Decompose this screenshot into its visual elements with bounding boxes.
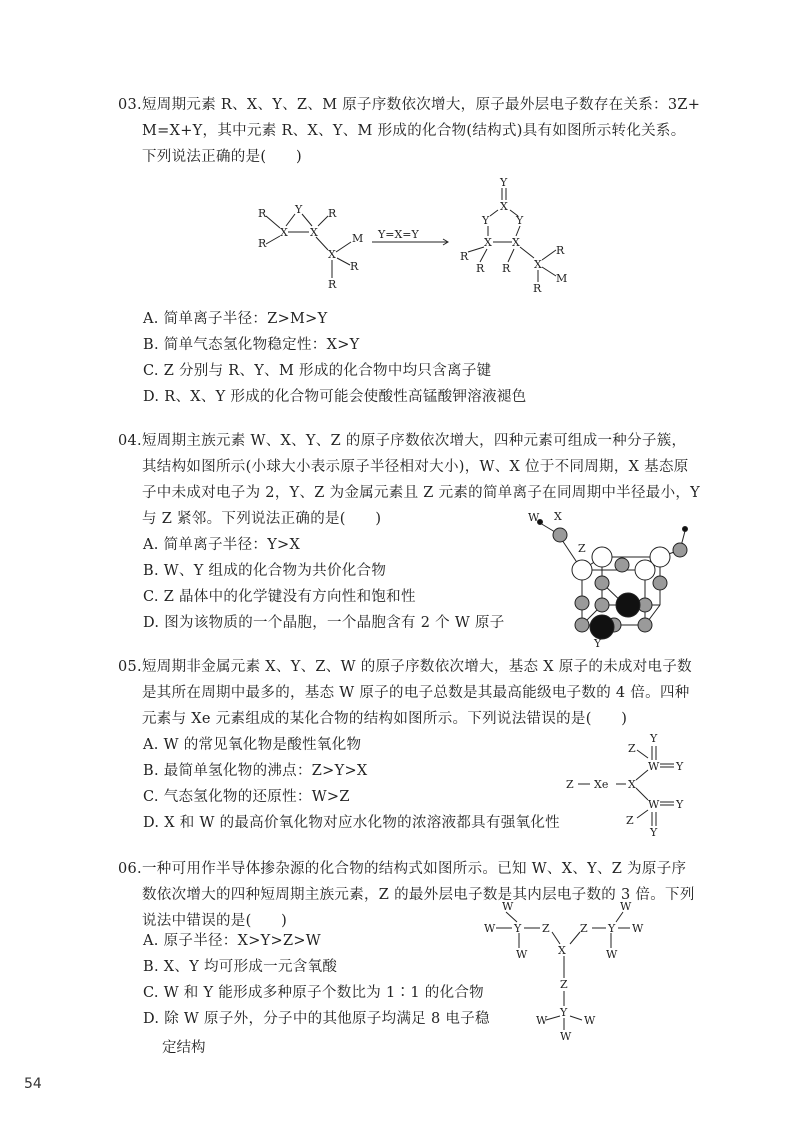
question-text-line: 元素与 Xe 元素组成的某化合物的结构如图所示。下列说法错误的是( ) bbox=[142, 711, 628, 727]
question-text-line: 是其所在周期中最多的，基态 W 原子的电子总数是其最高能级电子数的 4 倍。四种 bbox=[142, 685, 690, 701]
question-text-line: 短周期元素 R、X、Y、Z、M 原子序数依次增大，原子最外层电子数存在关系：3Z+ bbox=[142, 97, 701, 113]
atom-label: R bbox=[460, 250, 469, 263]
atom-label: R bbox=[476, 262, 485, 275]
atom-label: Y bbox=[516, 214, 524, 227]
atom-label: R bbox=[258, 207, 267, 220]
atom-label: X bbox=[512, 236, 520, 249]
atom-label: Z bbox=[560, 978, 568, 991]
question-text-line: 数依次增大的四种短周期主族元素，Z 的最外层电子数是其内层电子数的 3 倍。下列 bbox=[142, 887, 695, 903]
atom-label: X bbox=[484, 236, 492, 249]
atom-label: R bbox=[258, 237, 267, 250]
option-d[interactable]: D. 除 W 原子外，分子中的其他原子均满足 8 电子稳 bbox=[143, 1011, 490, 1027]
atom-label: W bbox=[528, 511, 540, 524]
option-a[interactable]: A. W 的常见氧化物是酸性氧化物 bbox=[143, 737, 362, 753]
atom-label: R bbox=[350, 260, 359, 273]
atom-label: W bbox=[560, 1030, 572, 1043]
question-text-line: 下列说法正确的是( ) bbox=[142, 149, 302, 165]
option-c[interactable]: C. 气态氢化物的还原性：W>Z bbox=[143, 789, 350, 805]
question-03 bbox=[118, 92, 701, 170]
atom-label: X bbox=[310, 226, 318, 239]
option-d[interactable]: D. 图为该物质的一个晶胞，一个晶胞含有 2 个 W 原子 bbox=[143, 615, 505, 631]
atom-label: X bbox=[628, 778, 636, 791]
atom-label: Z bbox=[566, 778, 574, 791]
atom-label: Y bbox=[295, 203, 303, 216]
atom-label: X bbox=[554, 510, 562, 523]
question-text-line: 说法中错误的是( ) bbox=[142, 913, 288, 929]
option-b[interactable]: B. W、Y 组成的化合物为共价化合物 bbox=[143, 563, 387, 579]
atom-label: Z bbox=[578, 542, 586, 555]
option-d[interactable]: D. R、X、Y 形成的化合物可能会使酸性高锰酸钾溶液褪色 bbox=[143, 389, 527, 405]
atom-label: Y bbox=[650, 732, 658, 745]
page-number: 54 bbox=[24, 1076, 42, 1092]
atom-label: X bbox=[534, 258, 542, 271]
atom-label: X bbox=[328, 248, 336, 261]
atom-label: X bbox=[558, 944, 566, 957]
atom-label: M bbox=[352, 232, 364, 245]
question-text-line: M=X+Y，其中元素 R、X、Y、M 形成的化合物(结构式)具有如图所示转化关系。 bbox=[142, 123, 686, 139]
atom-label: W bbox=[584, 1014, 596, 1027]
atom-label: Y bbox=[514, 922, 522, 935]
option-b[interactable]: B. 最简单氢化物的沸点：Z>Y>X bbox=[143, 763, 368, 779]
option-d[interactable]: D. X 和 W 的最高价氧化物对应水化物的浓溶液都具有强氧化性 bbox=[143, 815, 560, 831]
atom-label: Y bbox=[650, 826, 658, 839]
atom-label: R bbox=[533, 282, 542, 295]
structure-diagram-06 bbox=[480, 896, 660, 1046]
atom-label: R bbox=[502, 262, 511, 275]
atom-label: Z bbox=[542, 922, 550, 935]
question-text-line: 一种可用作半导体掺杂源的化合物的结构式如图所示。已知 W、X、Y、Z 为原子序 bbox=[142, 861, 687, 877]
atom-label: R bbox=[328, 278, 337, 291]
question-05 bbox=[118, 654, 698, 732]
option-c[interactable]: C. W 和 Y 能形成多种原子个数比为 1∶1 的化合物 bbox=[143, 985, 484, 1001]
atom-label: Y bbox=[676, 798, 684, 811]
option-a[interactable]: A. 原子半径：X>Y>Z>W bbox=[143, 933, 322, 949]
option-d-continuation: 定结构 bbox=[162, 1040, 206, 1056]
atom-label: W bbox=[502, 900, 514, 913]
atom-label: X bbox=[500, 200, 508, 213]
atom-label: R bbox=[328, 207, 337, 220]
question-number: 04. bbox=[118, 433, 142, 449]
atom-label: Y bbox=[500, 176, 508, 189]
question-text-line: 短周期主族元素 W、X、Y、Z 的原子序数依次增大，四种元素可组成一种分子簇， bbox=[142, 433, 687, 449]
cluster-diagram-04 bbox=[520, 505, 700, 650]
atom-label: Y bbox=[608, 922, 616, 935]
atom-label: Y bbox=[594, 637, 602, 650]
question-text-line: 其结构如图所示(小球大小表示原子半径相对大小)，W、X 位于不同周期，X 基态原 bbox=[142, 459, 689, 475]
atom-label: W bbox=[648, 798, 660, 811]
atom-label: W bbox=[516, 948, 528, 961]
option-a[interactable]: A. 简单离子半径：Y>X bbox=[143, 537, 301, 553]
option-c[interactable]: C. Z 晶体中的化学键没有方向性和饱和性 bbox=[143, 589, 416, 605]
atom-label: Y bbox=[560, 1006, 568, 1019]
atom-label: W bbox=[648, 760, 660, 773]
atom-label: Xe bbox=[594, 778, 609, 791]
option-a[interactable]: A. 简单离子半径：Z>M>Y bbox=[143, 311, 328, 327]
atom-label: R bbox=[556, 244, 565, 257]
atom-label: Z bbox=[628, 742, 636, 755]
question-text-line: 子中未成对电子为 2，Y、Z 为金属元素且 Z 元素的简单离子在同周期中半径最小，Y bbox=[142, 485, 701, 501]
structure-diagram-05 bbox=[560, 730, 700, 840]
reagent-label: Y=X=Y bbox=[378, 228, 419, 241]
atom-label: W bbox=[536, 1014, 548, 1027]
option-c[interactable]: C. Z 分别与 R、Y、M 形成的化合物中均只含离子键 bbox=[143, 363, 492, 379]
atom-label: W bbox=[620, 900, 632, 913]
atom-label: Y bbox=[676, 760, 684, 773]
atom-label: W bbox=[606, 948, 618, 961]
question-number: 03. bbox=[118, 97, 142, 113]
option-b[interactable]: B. 简单气态氢化物稳定性：X>Y bbox=[143, 337, 360, 353]
question-text-line: 短周期非金属元素 X、Y、Z、W 的原子序数依次增大，基态 X 原子的未成对电子数 bbox=[142, 659, 692, 675]
atom-label: M bbox=[556, 272, 568, 285]
option-b[interactable]: B. X、Y 均可形成一元含氧酸 bbox=[143, 959, 338, 975]
atom-label: W bbox=[632, 922, 644, 935]
atom-label: Z bbox=[580, 922, 588, 935]
atom-label: Z bbox=[626, 814, 634, 827]
atom-label: Y bbox=[482, 214, 490, 227]
question-text-line: 与 Z 紧邻。下列说法正确的是( ) bbox=[142, 511, 382, 527]
atom-label: X bbox=[280, 226, 288, 239]
reaction-diagram-03 bbox=[250, 170, 590, 300]
question-number: 06. bbox=[118, 861, 142, 877]
question-number: 05. bbox=[118, 659, 142, 675]
atom-label: W bbox=[484, 922, 496, 935]
